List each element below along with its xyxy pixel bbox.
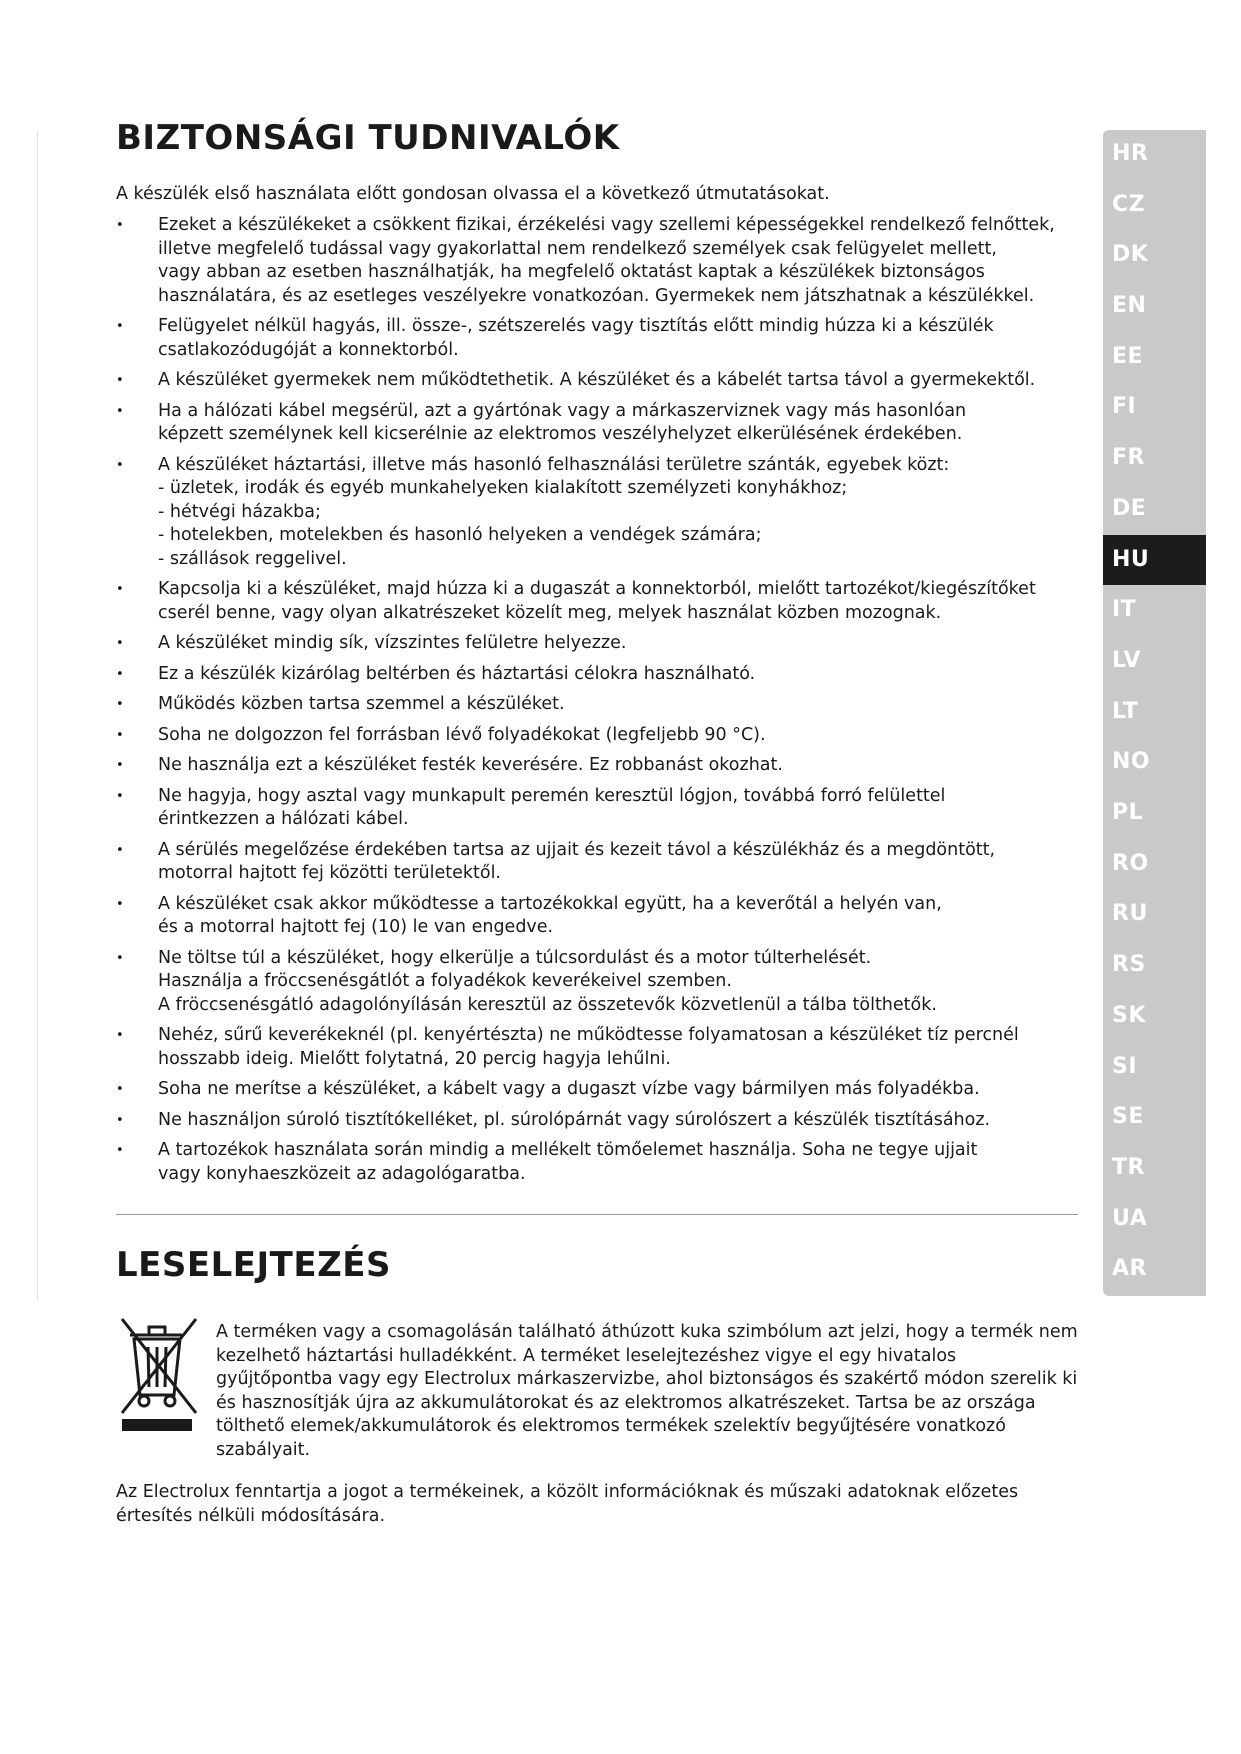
language-tab-no[interactable]: NO bbox=[1112, 749, 1151, 775]
language-tab-lv[interactable]: LV bbox=[1112, 647, 1142, 673]
language-tab-si[interactable]: SI bbox=[1112, 1053, 1138, 1079]
safety-item: • A tartozékok használata során mindig a mellékelt tömőelemet használja. Soha ne tegye ujjait vagy konyhaeszközeit az adagológaratba. bbox=[116, 1139, 1078, 1186]
language-tab-it[interactable]: IT bbox=[1112, 597, 1137, 623]
safety-item: • Ne használja ezt a készüléket festék keverésére. Ez robbanást okozhat. bbox=[116, 754, 1078, 778]
safety-item: • A sérülés megelőzése érdekében tartsa az ujjait és kezeit távol a készülékház és a megdöntött, motorral hajtott fej közötti területektől. bbox=[116, 839, 1078, 886]
language-tab-sk[interactable]: SK bbox=[1112, 1002, 1146, 1028]
safety-item: • Ne hagyja, hogy asztal vagy munkapult peremén keresztül lógjon, továbbá forró felülettel érintkezzen a hálózati kábel. bbox=[116, 785, 1078, 832]
language-tab-de[interactable]: DE bbox=[1112, 495, 1147, 521]
language-sidebar bbox=[1103, 130, 1206, 1296]
disposal-title: LESELEJTEZÉS bbox=[116, 1245, 391, 1285]
safety-item: • Ne töltse túl a készüléket, hogy elkerülje a túlcsordulást és a motor túlterhelését. Használja a fröccsenésgátlót a folyadékok keverékeivel szemben. A fröccsenésgátló adagolónyílásán keresztül az összetevők közvetlenül a tálba tölthetők. bbox=[116, 947, 1078, 1018]
language-tab-pl[interactable]: PL bbox=[1112, 800, 1144, 826]
safety-item: • Ne használjon súroló tisztítókelléket, pl. súrolópárnát vagy súrolószert a készülék tisztításához. bbox=[116, 1109, 1078, 1133]
language-tab-ru[interactable]: RU bbox=[1112, 901, 1148, 927]
safety-item: • Felügyelet nélkül hagyás, ill. össze-, szétszerelés vagy tisztítás előtt mindig húzza ki a készülék csatlakozódugóját a konnektorból. bbox=[116, 315, 1078, 362]
safety-item: • A készüléket csak akkor működtesse a tartozékokkal együtt, ha a keverőtál a helyén van, és a motorral hajtott fej (10) le van engedve. bbox=[116, 893, 1078, 940]
safety-item: • A készüléket mindig sík, vízszintes felületre helyezze. bbox=[116, 632, 1078, 656]
page-margin-rule bbox=[37, 130, 38, 1300]
crossed-out-bin-icon bbox=[116, 1313, 200, 1433]
safety-item: • Ha a hálózati kábel megsérül, azt a gyártónak vagy a márkaszerviznek vagy más hasonlóan képzett személynek kell kicserélnie az elektromos veszélyhelyzet elkerülésének érdekében. bbox=[116, 400, 1078, 447]
disclaimer-text: Az Electrolux fenntartja a jogot a termékeinek, a közölt információknak és műszaki adatoknak előzetes értesítés nélküli módosítására. bbox=[116, 1482, 1019, 1526]
language-tab-hr[interactable]: HR bbox=[1112, 141, 1149, 166]
language-tab-fr[interactable]: FR bbox=[1112, 445, 1145, 471]
safety-item: • A készüléket háztartási, illetve más hasonló felhasználási területre szánták, egyebek közt: - üzletek, irodák és egyéb munkahelyeken kialakított személyzeti konyhákhoz; - hétvégi házakba; - hotelekben, motelekben és hasonló helyeken a vendégek számára; - szállások reggelivel. bbox=[116, 454, 1078, 572]
language-tab-ee[interactable]: EE bbox=[1112, 343, 1144, 369]
language-tab-ar[interactable]: AR bbox=[1112, 1256, 1147, 1282]
language-tab-hu[interactable]: HU bbox=[1103, 535, 1206, 585]
language-tab-se[interactable]: SE bbox=[1112, 1104, 1144, 1130]
safety-item: • Kapcsolja ki a készüléket, majd húzza ki a dugaszát a konnektorból, mielőtt tartozékot/kiegészítőket cserél benne, vagy olyan alkatrészeket közelít meg, melyek használat közben mozognak. bbox=[116, 578, 1078, 625]
language-tab-cz[interactable]: CZ bbox=[1112, 191, 1146, 217]
language-tab-lt[interactable]: LT bbox=[1112, 698, 1139, 724]
language-tab-ro[interactable]: RO bbox=[1112, 850, 1149, 876]
language-tab-ua[interactable]: UA bbox=[1112, 1205, 1148, 1231]
disposal-text: A terméken vagy a csomagolásán található áthúzott kuka szimbólum azt jelzi, hogy a termék nem kezelhető háztartási hulladékként. A terméket leselejtezéshez vigye el egy hivatalos gyűjtőpontba vagy egy Electrolux márkaszervizbe, ahol biztonságos és szakértő módon szerelik ki és hasznosítják újra az akkumulátorokat és az elektromos alkatrészeket. Tartsa be az országa tölthető elemek/akkumulátorok és elektromos termékek szelektív begyűjtésére vonatkozó szabályait. bbox=[216, 1322, 1078, 1460]
language-tab-rs[interactable]: RS bbox=[1112, 952, 1146, 978]
main-content bbox=[116, 118, 1078, 1546]
safety-item: • Ezeket a készülékeket a csökkent fizikai, érzékelési vagy szellemi képességekkel rendelkező felnőttek, illetve megfelelő tudással vagy gyakorlattal nem rendelkező személyek csak felügyelet mellett, vagy abban az esetben használhatják, ha megfelelő oktatást kaptak a készülékek biztonságos használatára, és az esetleges veszélyekre vonatkozóan. Gyermekek nem játszhatnak a készülékkel. bbox=[116, 214, 1078, 308]
safety-item: • Működés közben tartsa szemmel a készüléket. bbox=[116, 693, 1078, 717]
language-tab-en[interactable]: EN bbox=[1112, 293, 1147, 319]
safety-list bbox=[116, 214, 1078, 1186]
safety-item: • Soha ne merítse a készüléket, a kábelt vagy a dugaszt vízbe vagy bármilyen más folyadékba. bbox=[116, 1078, 1078, 1102]
language-tab-tr[interactable]: TR bbox=[1112, 1154, 1145, 1180]
safety-item: • A készüléket gyermekek nem működtethetik. A készüléket és a kábelét tartsa távol a gyermekektől. bbox=[116, 369, 1078, 393]
language-tab-dk[interactable]: DK bbox=[1112, 242, 1149, 268]
safety-title: BIZTONSÁGI TUDNIVALÓK bbox=[116, 118, 620, 158]
safety-item: • Nehéz, sűrű keverékeknél (pl. kenyértészta) ne működtesse folyamatosan a készüléket tíz percnél hosszabb ideig. Mielőtt folytatná, 20 percig hagyja lehűlni. bbox=[116, 1024, 1078, 1071]
disposal-block bbox=[116, 1313, 1078, 1473]
language-tab-fi[interactable]: FI bbox=[1112, 394, 1137, 420]
safety-intro: A készülék első használata előtt gondosan olvassa el a következő útmutatásokat. bbox=[116, 184, 830, 204]
safety-item: • Ez a készülék kizárólag beltérben és háztartási célokra használható. bbox=[116, 663, 1078, 687]
section-divider bbox=[116, 1214, 1078, 1215]
safety-item: • Soha ne dolgozzon fel forrásban lévő folyadékokat (legfeljebb 90 °C). bbox=[116, 724, 1078, 748]
